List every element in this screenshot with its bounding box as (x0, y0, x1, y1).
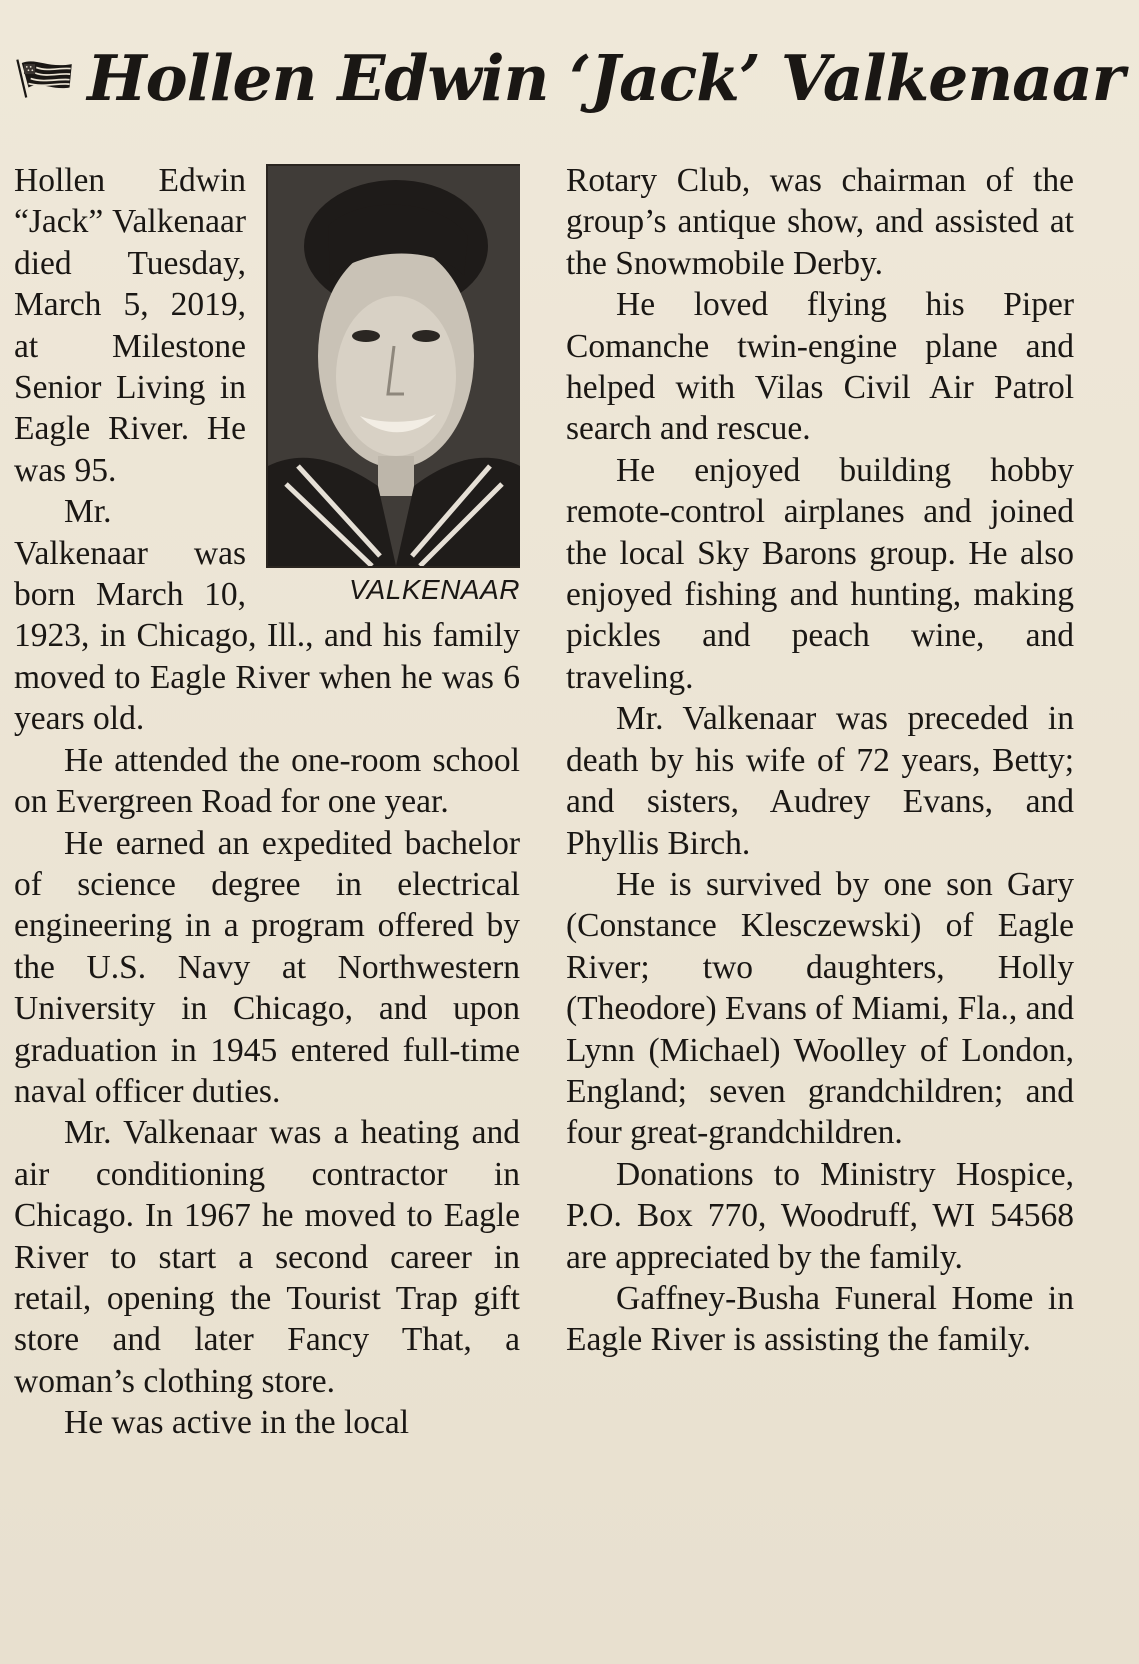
paragraph: Mr. Valkenaar was a heating and air conditioning contractor in Chicago. In 1967 he moved to Eagle River to start a second career in retail, opening the Tourist Trap gift store and later Fancy That, a woman’s clothing store. (14, 1114, 520, 1400)
left-column (14, 160, 520, 1656)
paragraph: Gaffney-Busha Funeral Home in Eagle River is assisting the family. (566, 1279, 1074, 1359)
paragraph: He attended the one-room school on Evergreen Road for one year. (14, 741, 520, 821)
paragraph: He was active in the local (64, 1404, 410, 1442)
headline (14, 28, 1124, 128)
paragraph: Mr. Valkenaar was born March 10, 1923, in Chicago, Ill., and his family moved to Eagle River when he was 6 years old. (14, 493, 520, 738)
obituary-title: Hollen Edwin ‘Jack’ Valkenaar (87, 40, 1124, 115)
portrait-block (266, 164, 520, 606)
paragraph: Donations to Ministry Hospice, P.O. Box 770, Woodruff, WI 54568 are appreciated by the family. (566, 1155, 1074, 1276)
paragraph: He enjoyed building hobby remote-control airplanes and joined the local Sky Barons group. He also enjoyed fishing and hunting, making pickles and peach wine, and traveling. (566, 451, 1074, 696)
paragraph: Hollen Edwin “Jack” Valkenaar died Tuesday, March 5, 2019, at Milestone Senior Living in Eagle River. He was 95. (14, 162, 246, 489)
paragraph: He loved flying his Piper Comanche twin-engine plane and helped with Vilas Civil Air Patrol search and rescue. (566, 286, 1074, 448)
paragraph: Mr. Valkenaar was preceded in death by his wife of 72 years, Betty; and sisters, Audrey Evans, and Phyllis Birch. (566, 700, 1074, 862)
photo-caption: VALKENAAR (348, 574, 520, 605)
right-column (566, 160, 1074, 1656)
paragraph: He earned an expedited bachelor of science degree in electrical engineering in a program offered by the U.S. Navy at Northwestern University in Chicago, and upon graduation in 1945 entered full-time naval officer duties. (14, 824, 520, 1110)
portrait-photo (266, 164, 520, 568)
american-flag-icon (14, 39, 75, 117)
paragraph: Rotary Club, was chairman of the group’s antique show, and assisted at the Snowmobile Derby. (566, 162, 1074, 282)
paragraph: He is survived by one son Gary (Constance Klesczewski) of Eagle River; two daughters, Holly (Theodore) Evans of Miami, Fla., and Lynn (Michael) Woolley of London, England; seven grandchildren; and four great-grandchildren. (566, 865, 1074, 1152)
